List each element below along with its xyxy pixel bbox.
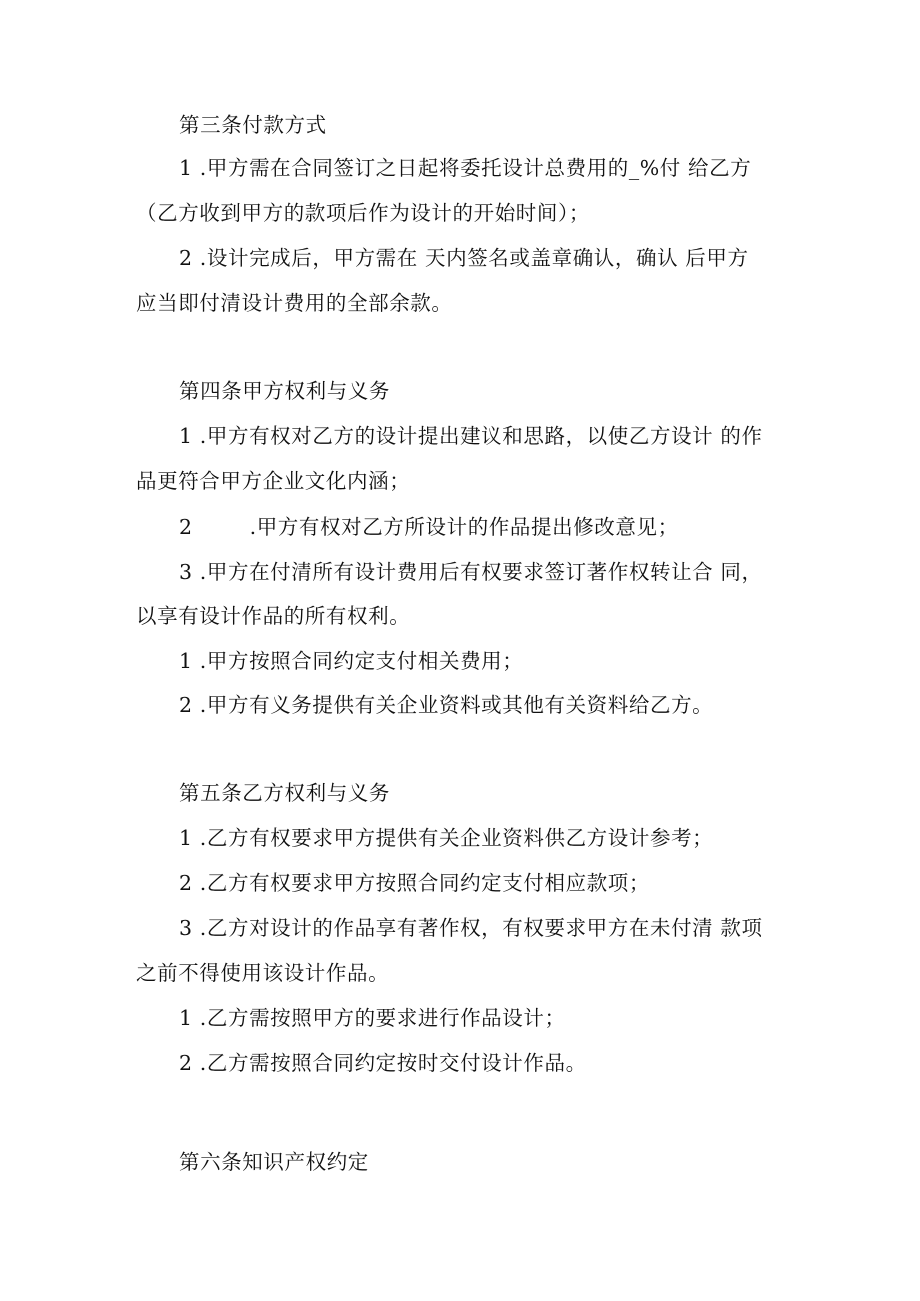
section-heading: 第四条甲方权利与义务 bbox=[179, 379, 390, 403]
paragraph-line: （乙方收到甲方的款项后作为设计的开始时间）； bbox=[136, 201, 590, 225]
paragraph-line: 之前不得使用该设计作品。 bbox=[136, 961, 390, 985]
section-heading: 第六条知识产权约定 bbox=[179, 1150, 369, 1174]
paragraph-line: 1 .甲方需在合同签订之日起将委托设计总费用的_%付 给乙方 bbox=[179, 156, 752, 180]
paragraph-line: 1 .甲方有权对乙方的设计提出建议和思路，以使乙方设计 的作 bbox=[179, 424, 763, 448]
paragraph-line: 1 .乙方需按照甲方的要求进行作品设计； bbox=[179, 1006, 566, 1030]
section-heading: 第五条乙方权利与义务 bbox=[179, 781, 390, 805]
paragraph-line: 2 .甲方有权对乙方所设计的作品提出修改意见； bbox=[179, 515, 679, 539]
section-heading: 第三条付款方式 bbox=[179, 113, 327, 137]
paragraph-line: 3 .甲方在付清所有设计费用后有权要求签订著作权转让合 同， bbox=[179, 560, 763, 584]
paragraph-line: 1 .乙方有权要求甲方提供有关企业资料供乙方设计参考； bbox=[179, 826, 714, 850]
paragraph-line: 以享有设计作品的所有权利。 bbox=[136, 604, 411, 628]
paragraph-line: 1 .甲方按照合同约定支付相关费用； bbox=[179, 649, 524, 673]
paragraph-line: 2 .乙方需按照合同约定按时交付设计作品。 bbox=[179, 1051, 587, 1075]
paragraph-line: 2 .设计完成后，甲方需在 天内签名或盖章确认，确认 后甲方 bbox=[179, 246, 749, 270]
paragraph-line: 2 .甲方有义务提供有关企业资料或其他有关资料给乙方。 bbox=[179, 693, 714, 717]
paragraph-line: 3 .乙方对设计的作品享有著作权，有权要求甲方在未付清 款项 bbox=[179, 916, 763, 940]
paragraph-line: 品更符合甲方企业文化内涵； bbox=[136, 469, 411, 493]
paragraph-line: 2 .乙方有权要求甲方按照合同约定支付相应款项； bbox=[179, 871, 650, 895]
paragraph-line: 应当即付清设计费用的全部余款。 bbox=[136, 291, 453, 315]
